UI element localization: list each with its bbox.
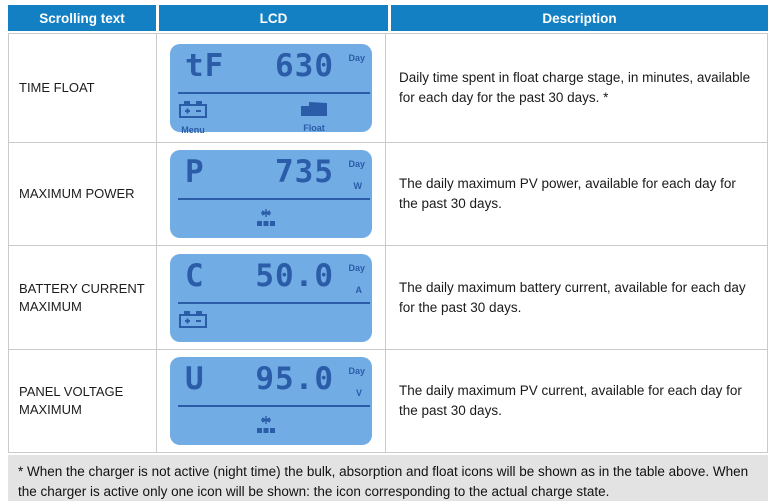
lcd-value: 630 <box>275 48 334 84</box>
day-label: Day <box>348 366 365 376</box>
lcd-cell <box>157 350 385 452</box>
scrolling-text-cell <box>9 246 156 349</box>
lcd-value: 50.0 <box>255 257 334 294</box>
lcd-display <box>170 357 372 445</box>
battery-icon <box>178 310 208 334</box>
unit-label: W <box>353 181 362 191</box>
header-lcd: LCD <box>159 5 388 31</box>
lcd-prefix: P <box>185 154 205 190</box>
float-icon <box>300 100 328 122</box>
scrolling-text-label: PANEL VOLTAGE MAXIMUM <box>19 384 124 417</box>
scrolling-text-cell <box>9 350 156 452</box>
day-label: Day <box>348 262 365 273</box>
lcd-display <box>170 150 372 238</box>
lcd-cell <box>157 143 385 245</box>
battery-icon <box>178 100 208 124</box>
lcd-value: 95.0 <box>255 361 334 397</box>
solar-panel-icon <box>255 208 277 235</box>
lcd-prefix: tF <box>185 48 225 84</box>
scrolling-text-label: TIME FLOAT <box>19 80 95 96</box>
table-row <box>9 143 767 245</box>
lcd-separator-line <box>178 198 370 200</box>
lcd-separator-line <box>178 405 370 407</box>
lcd-cell <box>157 34 385 142</box>
table-body <box>8 33 768 453</box>
solar-panel-icon <box>255 415 277 442</box>
description-text: The daily maximum PV power, available for each day for the past 30 days. <box>399 176 736 211</box>
table-header <box>8 5 768 31</box>
lcd-prefix: U <box>185 361 205 397</box>
table-row <box>9 34 767 142</box>
footnote: * When the charger is not active (night time) the bulk, absorption and float icons will be shown as in the table above. When the charger is active only one icon will be shown: the icon corresponding to the actual charge state. <box>8 455 768 501</box>
unit-label: V <box>355 388 362 398</box>
unit-label: A <box>355 284 362 295</box>
day-label: Day <box>348 53 365 63</box>
lcd-separator-line <box>178 302 370 304</box>
header-description: Description <box>391 5 768 31</box>
lcd-display <box>170 254 372 342</box>
menu-label: Menu <box>181 125 205 135</box>
lcd-value: 735 <box>275 154 334 190</box>
float-label: Float <box>303 123 325 133</box>
scrolling-text-cell <box>9 34 156 142</box>
lcd-separator-line <box>178 92 370 94</box>
scrolling-text-label: MAXIMUM POWER <box>19 186 135 202</box>
scrolling-text-cell <box>9 143 156 245</box>
description-cell <box>386 246 767 349</box>
description-text: The daily maximum battery current, available for each day for the past 30 days. <box>399 279 746 315</box>
description-text: Daily time spent in float charge stage, in minutes, available for each day for the past 30 days. * <box>399 70 751 105</box>
table-row <box>9 246 767 349</box>
scrolling-text-label: BATTERY CURRENT MAXIMUM <box>19 280 145 314</box>
description-cell <box>386 143 767 245</box>
lcd-prefix: C <box>185 257 205 294</box>
day-label: Day <box>348 159 365 169</box>
header-scrolling-text: Scrolling text <box>8 5 156 31</box>
table-row <box>9 350 767 452</box>
lcd-cell <box>157 246 385 349</box>
lcd-display <box>170 44 372 135</box>
description-cell <box>386 350 767 452</box>
description-cell <box>386 34 767 142</box>
description-text: The daily maximum PV current, available for each day for the past 30 days. <box>399 383 742 418</box>
